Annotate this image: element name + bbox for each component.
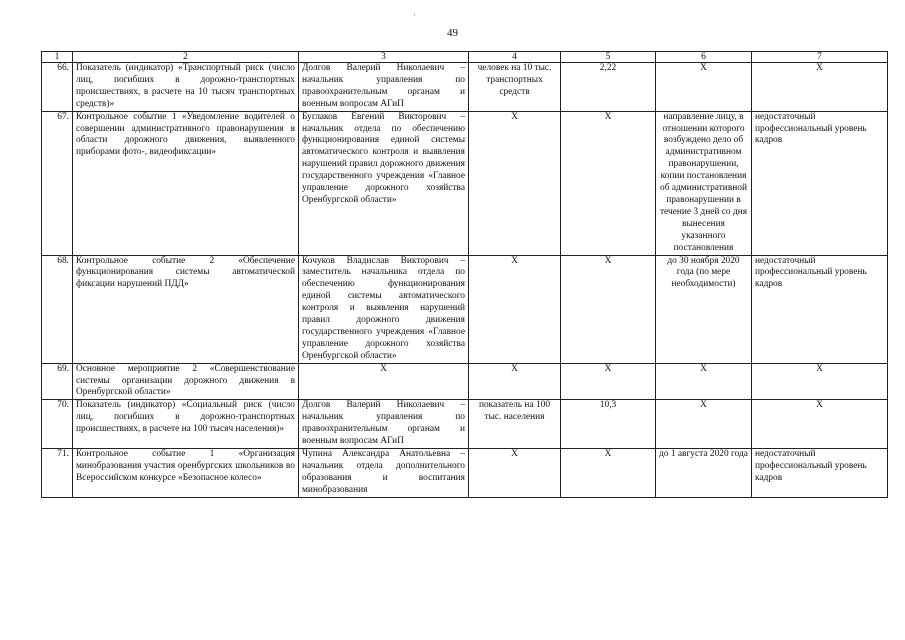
column-header-5: 5 — [561, 52, 656, 63]
row-risk: недостаточный профессиональный уровень кадров — [752, 449, 888, 498]
row-number: 69. — [42, 363, 73, 400]
table-row — [42, 255, 888, 363]
row-unit: Х — [469, 255, 561, 363]
monitoring-table — [41, 51, 888, 498]
row-risk: недостаточный профессиональный уровень кадров — [752, 255, 888, 363]
row-responsible: Х — [299, 363, 469, 400]
row-unit: показатель на 100 тыс. населения — [469, 400, 561, 449]
row-number: 66. — [42, 63, 73, 112]
row-number: 67. — [42, 111, 73, 255]
row-name: Контрольное событие 1 «Уведомление водителей о совершении административного правонарушения в области дорожного движения, выявленного приборами фото-, видеофиксации» — [73, 111, 299, 255]
row-responsible: Буглаков Евгений Викторович – начальник отдела по обеспечению функционирования единой системы автоматического контроля и выявления нарушений правил дорожного движения государственного учреждения «Главное управление дорожного хозяйства Оренбургской области» — [299, 111, 469, 255]
row-deadline: направление лицу, в отношении которого возбуждено дело об административном правонарушении, копии постановления об административной правонарушении в течение 3 дней со дня вынесения указанного постановления — [656, 111, 752, 255]
row-deadline: Х — [656, 63, 752, 112]
page-number: 49 — [447, 27, 458, 39]
table-row — [42, 63, 888, 112]
row-value: Х — [561, 363, 656, 400]
row-value: 2,22 — [561, 63, 656, 112]
column-header-6: 6 — [656, 52, 752, 63]
row-value: Х — [561, 449, 656, 498]
table-row — [42, 400, 888, 449]
row-responsible: Долгов Валерий Николаевич – начальник управления по правоохранительным органам и военным вопросам АГиП — [299, 63, 469, 112]
row-risk: Х — [752, 63, 888, 112]
column-header-4: 4 — [469, 52, 561, 63]
row-name: Показатель (индикатор) «Социальный риск (число лиц, погибших в дорожно-транспортных происшествиях, в расчете на 100 тысяч населения)» — [73, 400, 299, 449]
row-deadline: до 1 августа 2020 года — [656, 449, 752, 498]
row-name: Контрольное событие 1 «Организация минобразования участия оренбургских школьников во Всероссийском конкурсе «Безопасное колесо» — [73, 449, 299, 498]
row-deadline: до 30 ноября 2020 года (по мере необходимости) — [656, 255, 752, 363]
row-value: 10,3 — [561, 400, 656, 449]
top-mark: · — [413, 10, 416, 20]
column-header-2: 2 — [73, 52, 299, 63]
row-name: Основное мероприятие 2 «Совершенствование системы организации дорожного движения в Оренбургской области» — [73, 363, 299, 400]
row-name: Контрольное событие 2 «Обеспечение функционирования системы автоматической фиксации нарушений ПДД» — [73, 255, 299, 363]
row-unit: Х — [469, 449, 561, 498]
table-row — [42, 111, 888, 255]
row-responsible: Кочуков Владислав Викторович – заместитель начальника отдела по обеспечению функционирования единой системы автоматического контроля и выявления нарушений правил дорожного движения государственного учреждения «Главное управление дорожного хозяйства Оренбургской области» — [299, 255, 469, 363]
row-name: Показатель (индикатор) «Транспортный риск (число лиц, погибших в дорожно-транспортных происшествиях, в расчете на 10 тысяч транспортных средств)» — [73, 63, 299, 112]
column-header-1: 1 — [42, 52, 73, 63]
row-risk: недостаточный профессиональный уровень кадров — [752, 111, 888, 255]
row-deadline: Х — [656, 400, 752, 449]
table-row — [42, 363, 888, 400]
row-responsible: Долгов Валерий Николаевич – начальник управления по правоохранительным органам и военным вопросам АГиП — [299, 400, 469, 449]
row-number: 70. — [42, 400, 73, 449]
row-responsible: Чупина Александра Анатольевна – начальник отдела дополнительного образования и воспитания минобразования — [299, 449, 469, 498]
row-value: Х — [561, 255, 656, 363]
row-risk: Х — [752, 363, 888, 400]
row-value: Х — [561, 111, 656, 255]
row-unit: Х — [469, 363, 561, 400]
row-unit: Х — [469, 111, 561, 255]
column-header-3: 3 — [299, 52, 469, 63]
column-header-7: 7 — [752, 52, 888, 63]
row-number: 68. — [42, 255, 73, 363]
header-row — [42, 52, 888, 63]
row-unit: человек на 10 тыс. транспортных средств — [469, 63, 561, 112]
row-number: 71. — [42, 449, 73, 498]
table-row — [42, 449, 888, 498]
row-deadline: Х — [656, 363, 752, 400]
row-risk: Х — [752, 400, 888, 449]
